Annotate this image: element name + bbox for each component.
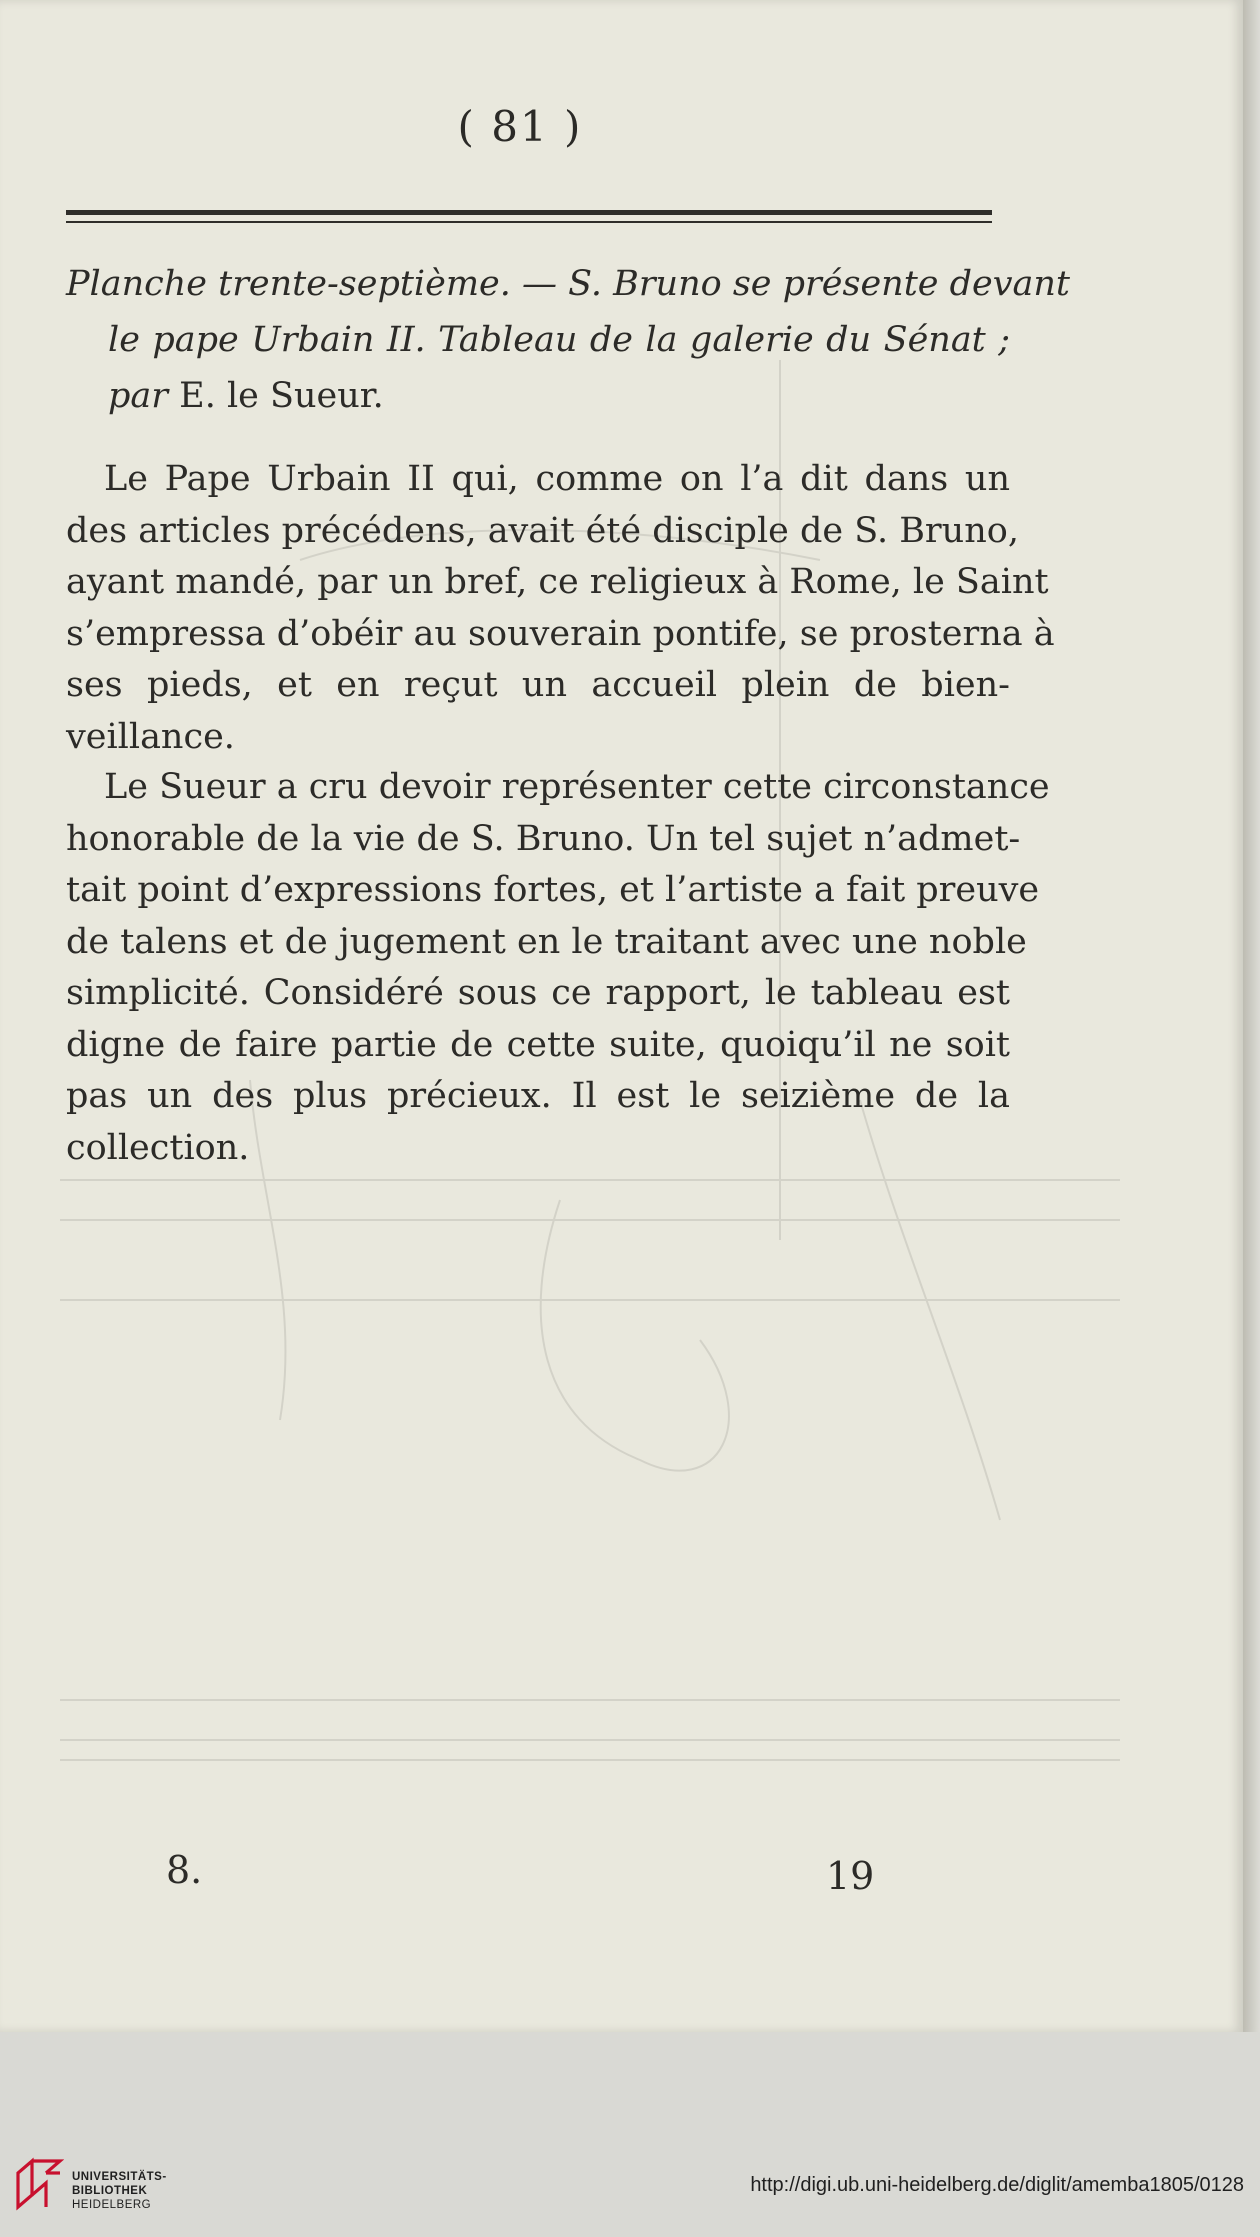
paragraph-2-line-3: tait point d’expressions fortes, et l’artiste a fait preuve bbox=[66, 870, 1040, 910]
library-name[interactable] bbox=[72, 2170, 167, 2212]
library-name-line-2: BIBLIOTHEK bbox=[72, 2185, 148, 2197]
caption-line-3 bbox=[66, 368, 1010, 424]
caption-artist: E. le Sueur. bbox=[168, 376, 384, 416]
signature-mark: 8. bbox=[166, 1848, 203, 1892]
paragraph-1-line-5: ses pieds, et en reçut un accueil plein de bien- bbox=[66, 665, 1010, 705]
paragraph-2-line-4: de talens et de jugement en le traitant avec une noble bbox=[66, 921, 1027, 962]
caption-par: par bbox=[108, 376, 169, 416]
header-rule-thick bbox=[66, 210, 992, 215]
quire-number: 19 bbox=[826, 1854, 875, 1898]
paragraph-2 bbox=[66, 762, 1050, 1174]
paragraph-2-line-5: simplicité. Considéré sous ce rapport, le tableau est bbox=[66, 973, 1010, 1013]
header-rule-thin bbox=[66, 221, 992, 223]
paragraph-2-line-8: collection. bbox=[66, 1127, 250, 1168]
paragraph-2-line-1: Le Sueur a cru devoir représenter cette circonstance bbox=[104, 767, 1050, 807]
caption-line-2: le pape Urbain II. Tableau de la galerie du Sénat ; bbox=[108, 320, 1010, 360]
paragraph-1-line-1: Le Pape Urbain II qui, comme on l’a dit dans un bbox=[104, 459, 1010, 499]
viewer-footer bbox=[0, 2032, 1260, 2237]
paragraph-2-line-6: digne de faire partie de cette suite, quoiqu’il ne soit bbox=[66, 1024, 1010, 1065]
paragraph-1-line-2: des articles précédens, avait été disciple de S. Bruno, bbox=[66, 510, 1019, 551]
library-logo-icon[interactable] bbox=[14, 2155, 64, 2213]
paragraph-2-line-2: honorable de la vie de S. Bruno. Un tel sujet n’admet- bbox=[66, 818, 1021, 859]
paragraph-1 bbox=[66, 454, 1055, 763]
plate-caption bbox=[66, 256, 1070, 424]
paragraph-2-line-7: pas un des plus précieux. Il est le seizième de la bbox=[66, 1076, 1010, 1116]
paragraph-1-line-6: veillance. bbox=[66, 716, 235, 757]
page-edge bbox=[1243, 0, 1260, 2032]
paragraph-1-line-3: ayant mandé, par un bref, ce religieux à Rome, le Saint bbox=[66, 562, 1049, 602]
library-name-line-1: UNIVERSITÄTS- bbox=[72, 2171, 167, 2183]
paragraph-1-line-4: s’empressa d’obéir au souverain pontife, se prosterna à bbox=[66, 613, 1055, 654]
permalink-url[interactable]: http://digi.ub.uni-heidelberg.de/diglit/amemba1805/0128 bbox=[750, 2174, 1244, 2196]
page-number: ( 81 ) bbox=[457, 102, 583, 151]
library-name-line-3: HEIDELBERG bbox=[72, 2199, 152, 2211]
caption-line-1: Planche trente-septième. — S. Bruno se présente devant bbox=[66, 264, 1070, 304]
